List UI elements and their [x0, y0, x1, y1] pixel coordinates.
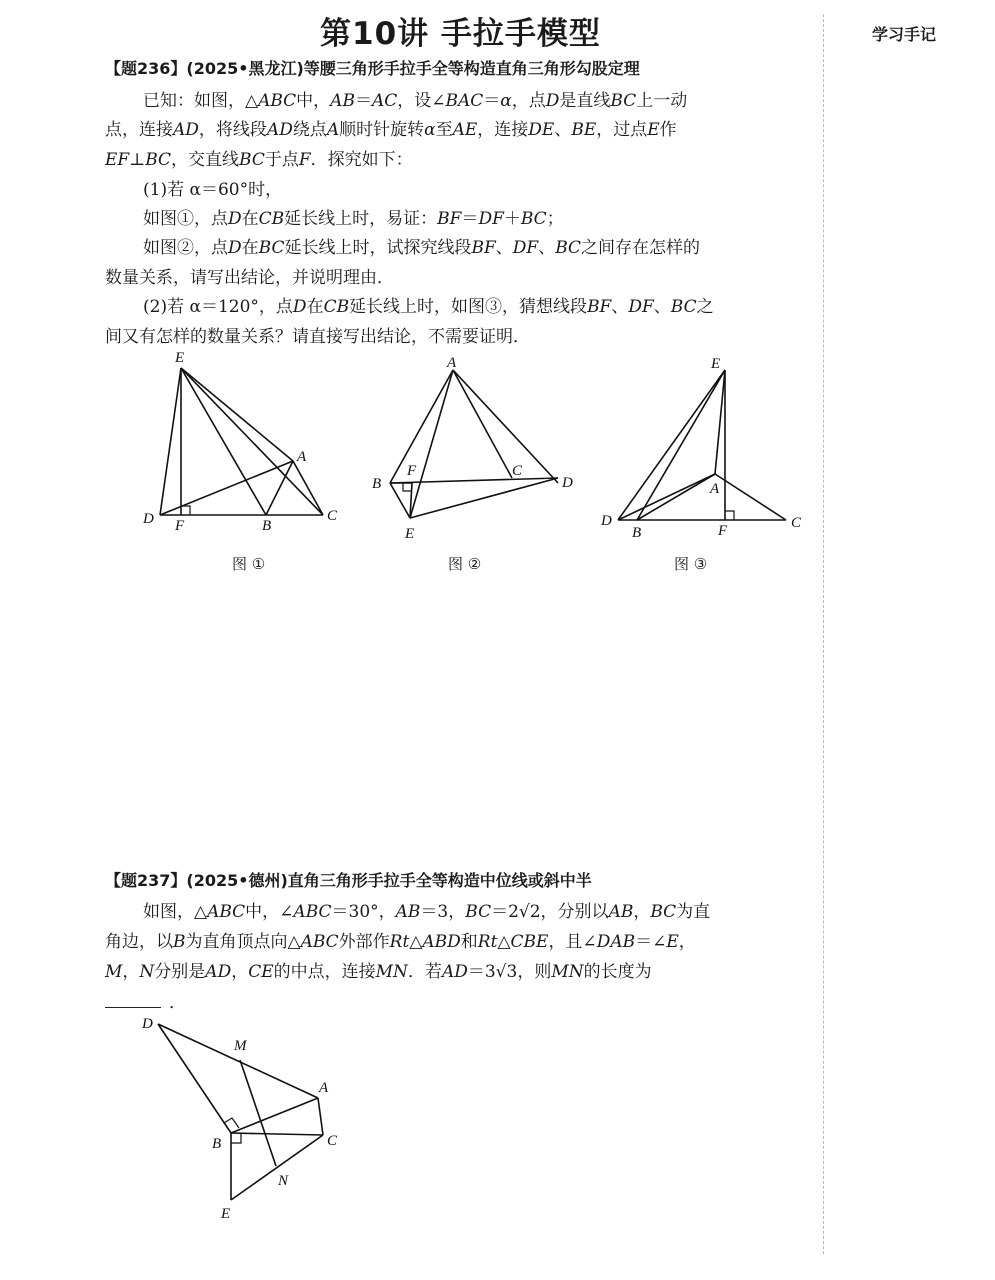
- fig2-label-D: D: [562, 475, 573, 491]
- problem-237-heading: 【题237】(2025•德州)直角三角形手拉手全等构造中位线或斜中半: [105, 871, 592, 890]
- fig2-label-B: B: [372, 476, 382, 492]
- fig3-label-B: B: [632, 525, 642, 541]
- problem-237-line-1: 如图，△ABC中，∠ABC＝30°，AB＝3，BC＝2√2，分别以AB，BC为直: [143, 902, 711, 922]
- fig1-label-A: A: [297, 449, 307, 465]
- figure-1-caption: 图 ①: [232, 555, 266, 573]
- problem-236-part-1: (1)若 α＝60°时，: [143, 180, 283, 200]
- problem-236-heading: 【题236】(2025•黑龙江)等腰三角形手拉手全等构造直角三角形勾股定理: [105, 59, 640, 78]
- fig3-label-E: E: [711, 356, 721, 372]
- fig2-label-A: A: [447, 355, 457, 371]
- fig237-label-N: N: [278, 1173, 289, 1189]
- fig2-label-F: F: [407, 463, 417, 479]
- problem-236-line-9: 间又有怎样的数量关系？请直接写出结论，不需要证明．: [105, 327, 530, 347]
- fig237-label-C: C: [327, 1133, 338, 1149]
- fig237-label-B: B: [212, 1136, 222, 1152]
- fig3-label-C: C: [791, 515, 802, 531]
- problem-237-answer-line: ．: [105, 988, 186, 1013]
- fig3-label-D: D: [601, 513, 612, 529]
- fig237-label-M: M: [234, 1038, 247, 1054]
- problem-237-line-2: 角边，以B为直角顶点向△ABC外部作Rt△ABD和Rt△CBE，且∠DAB＝∠E，: [105, 932, 696, 952]
- problem-237-line-3: M，N分别是AD，CE的中点，连接MN．若AD＝3√3，则MN的长度为: [105, 962, 652, 982]
- fig237-label-A: A: [319, 1080, 329, 1096]
- fig1-label-B: B: [262, 518, 272, 534]
- figure-2-caption: 图 ②: [448, 555, 482, 573]
- fig3-label-A: A: [710, 481, 720, 497]
- study-notes-label: 学习手记: [872, 25, 937, 44]
- problem-236-line-6: 如图②，点D在BC延长线上时，试探究线段BF、DF、BC之间存在怎样的: [143, 238, 701, 258]
- problem-236-line-8: (2)若 α＝120°，点D在CB延长线上时，如图③，猜想线段BF、DF、BC之: [143, 297, 714, 317]
- fig1-label-D: D: [143, 511, 154, 527]
- page-title: 第10讲 手拉手模型: [320, 16, 601, 52]
- fig1-label-F: F: [175, 518, 185, 534]
- problem-236-line-1: 已知：如图，△ABC中，AB＝AC，设∠BAC＝α，点D是直线BC上一动: [143, 91, 688, 111]
- fig1-label-C: C: [327, 508, 338, 524]
- fig2-label-C: C: [512, 463, 523, 479]
- problem-236-line-3: EF⊥BC，交直线BC于点F．探究如下：: [105, 150, 413, 170]
- problem-236-line-5: 如图①，点D在CB延长线上时，易证：BF＝DF＋BC；: [143, 209, 564, 229]
- fig237-label-E: E: [221, 1206, 231, 1222]
- fig3-label-F: F: [718, 523, 728, 539]
- fig1-label-E: E: [175, 350, 185, 366]
- problem-236-line-7: 数量关系，请写出结论，并说明理由．: [105, 268, 394, 288]
- problem-236-line-2: 点，连接AD，将线段AD绕点A顺时针旋转α至AE，连接DE、BE，过点E作: [105, 120, 677, 140]
- fig237-label-D: D: [142, 1016, 153, 1032]
- fig2-label-E: E: [405, 526, 415, 542]
- figure-3-caption: 图 ③: [674, 555, 708, 573]
